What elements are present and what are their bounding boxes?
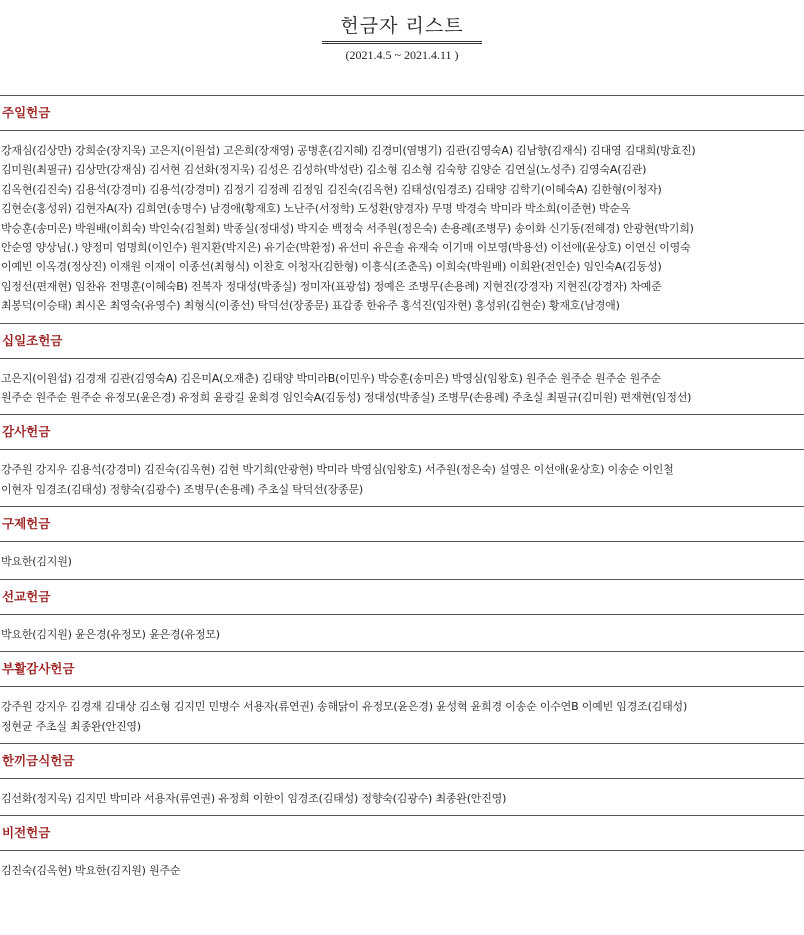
section-tithe-offering <box>0 323 804 415</box>
donor-names: 강주원 강지우 김용석(강경미) 김진숙(김옥현) 김현 박기희(안광현) 박미라 박영심(임왕호) 서주원(정은숙) 설영은 이선애(윤상호) 이송순 이인철 이현자 임경조(김태성) 정향숙(김광수) 조병무(손용례) 주초실 탁덕선(장종문) <box>1 463 674 496</box>
page-title: 헌금자 리스트 <box>322 15 481 44</box>
donor-names: 박요한(김지원) <box>1 555 72 569</box>
section-relief-offering <box>0 506 804 578</box>
section-fasting-offering <box>0 743 804 815</box>
section-mission-offering <box>0 579 804 651</box>
section-title: 부활감사헌금 <box>0 652 804 687</box>
date-range: (2021.4.5 ~ 2021.4.11 ) <box>345 48 459 62</box>
donor-names: 김진숙(김옥현) 박요한(김지원) 원주순 <box>1 864 181 878</box>
donor-names: 김선화(정지욱) 김지민 박미라 서용자(류연권) 유정희 이한이 임경조(김태성) 정향숙(김광수) 최종완(안진영) <box>1 791 507 805</box>
donor-names: 강재심(김상만) 강희순(장지욱) 고은지(이원섭) 고은희(장재영) 공병훈(김지혜) 김경미(염병기) 김관(김영숙A) 김남향(김재식) 김대영 김대희(방효진) 김미원(최필규) 김상만(강재심) 김서현 김선화(정지욱) 김성은 김성하(박성란) 김소형 김소형 김숙향 김양순 김연실(노성주) 김영숙A(김관) 김옥현(김진숙) 김용석(강경미) 김용석(강경미) 김정기 김정례 김정임 김진숙(김옥현) 김태성(임경조) 김태양 김학기(이혜숙A) 김한형(이청자) 김현순(홍성위) 김현자A(자) 김희연(송명수) 남경애(황재호) 노난주(서정학) 도성환(양경자) 무명 박경숙 박미라 박소희(이준현) 박순옥 박승훈(송미은) 박원배(이희숙) 박인숙(김철회) 박종실(정대성) 박지순 백정숙 서주원(정은숙) 손용례(조병무) 송이화 신기동(전혜경) 안광현(박기희) 안순영 양상님(.) 양정미 엄명희(이인수) 원지환(박지은) 유기순(박환정) 유선미 유은솔 유재숙 이기매 이보영(박용선) 이선애(윤상호) 이연신 이영숙 이예빈 이옥경(정상진) 이재원 이재이 이종선(최형식) 이찬호 이청자(김한형) 이흥식(조춘옥) 이희숙(박원배) 이희완(전인순) 임인숙A(김동성) 임정선(편재현) 임찬유 전명훈(이혜숙B) 전복자 정대성(박종실) 정미자(표광섭) 정예은 조병무(손용례) 지현진(강경자) 지현진(강경자) 차예준 최봉덕(이승태) 최시온 최영숙(유영수) 최형식(이종선) 탁덕선(장종문) 표갑종 한유주 홍석진(임자현) 홍성위(김현순) 황재호(남경애) <box>1 144 696 313</box>
donor-names: 박요한(김지원) 윤은경(유정모) 윤은경(유정모) <box>1 627 220 641</box>
section-title: 비전헌금 <box>0 816 804 851</box>
section-sunday-offering <box>0 95 804 323</box>
section-thanksgiving-offering <box>0 414 804 506</box>
section-easter-thanksgiving-offering <box>0 651 804 743</box>
section-title: 감사헌금 <box>0 415 804 450</box>
section-title: 한끼금식헌금 <box>0 744 804 779</box>
section-title: 구제헌금 <box>0 507 804 542</box>
section-title: 십일조헌금 <box>0 324 804 359</box>
donor-names: 강주원 강지우 김경재 김대상 김소형 김지민 민병수 서용자(류연권) 송해닭이 유정모(윤은경) 윤성혁 윤희경 이송순 이수연B 이예빈 임경조(김태성) 정현균 주초실 최종완(안진영) <box>1 700 688 733</box>
page-header <box>0 0 804 62</box>
offering-list <box>0 95 804 888</box>
section-vision-offering <box>0 815 804 887</box>
donor-names: 고은지(이원섭) 김경재 김관(김영숙A) 김은미A(오재춘) 김태양 박미라B(이민우) 박승훈(송미은) 박영심(임왕호) 원주순 원주순 원주순 원주순 원주순 원주순 원주순 유정모(윤은경) 유정희 윤광길 윤희경 임인숙A(김동성) 정대성(박종실) 조병무(손용례) 주초실 최필규(김미원) 편재현(임정선) <box>1 371 692 405</box>
section-title: 선교헌금 <box>0 580 804 615</box>
section-title: 주일헌금 <box>0 96 804 131</box>
